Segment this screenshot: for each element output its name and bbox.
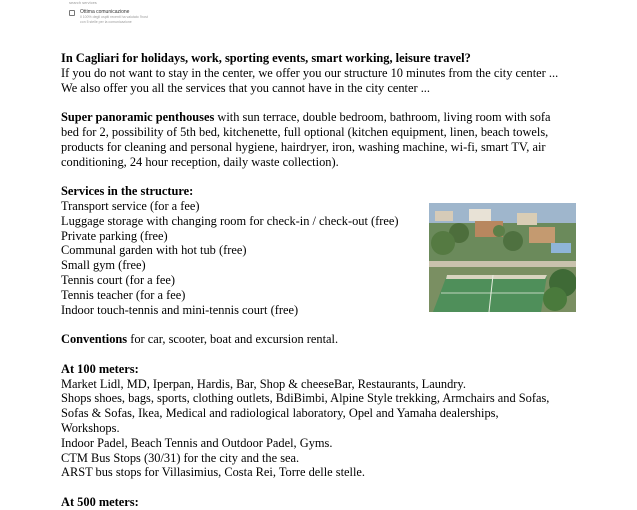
conventions-section <box>61 332 591 347</box>
service-item: Tennis teacher (for a fee) <box>61 287 186 302</box>
cropped-amenity-card <box>60 0 360 26</box>
penthouse-section <box>61 110 591 169</box>
conventions-line <box>61 332 591 347</box>
intro-line-1: If you do not want to stay in the center, we offer you our structure 10 minutes from the city center ... <box>61 65 559 80</box>
at-100-section <box>61 362 591 480</box>
service-item: Small gym (free) <box>61 258 146 273</box>
conventions-bold: Conventions <box>61 332 128 347</box>
penthouse-line-4: conditioning, 24 hour reception, daily waste collection). <box>61 154 339 169</box>
at-100-line: CTM Bus Stops (30/31) for the city and the sea. <box>61 450 300 465</box>
service-item: Transport service (for a fee) <box>61 198 200 213</box>
amenity-checkbox-icon <box>69 10 75 16</box>
service-item: Indoor touch-tennis and mini-tennis court (free) <box>61 302 299 317</box>
service-item: Luggage storage with changing room for check-in / check-out (free) <box>61 213 399 228</box>
aerial-tennis-court-photo <box>429 203 576 312</box>
service-item: Tennis court (for a fee) <box>61 272 176 287</box>
cropped-faint-text: search services <box>69 0 97 5</box>
at-100-heading: At 100 meters: <box>61 361 139 376</box>
at-500-heading: At 500 meters: <box>61 494 139 509</box>
services-heading: Services in the structure: <box>61 184 194 199</box>
amenity-option-title: Ottima comunicazione <box>80 9 130 15</box>
amenity-option-subtitle <box>80 15 200 24</box>
at-100-line: Indoor Padel, Beach Tennis and Outdoor Padel, Gyms. <box>61 435 333 450</box>
service-item: Communal garden with hot tub (free) <box>61 243 247 258</box>
penthouse-line-2: bed for 2, possibility of 5th bed, kitchenette, full optional (kitchen equipment, linen, beach towels, <box>61 124 549 139</box>
amenity-sub-line-1: Il 100% degli ospiti recenti ha valutato l'host <box>80 15 148 19</box>
at-100-line: Shops shoes, bags, sports, clothing outlets, BdiBimbi, Alpine Style trekking, Armchairs and Sofas, <box>61 391 550 406</box>
aerial-photo-drawing <box>429 203 576 312</box>
penthouse-line-1 <box>61 110 591 125</box>
service-item: Private parking (free) <box>61 228 168 243</box>
amenity-sub-line-2: con 5 stelle per la comunicazione <box>80 19 132 24</box>
penthouse-line-3: products for cleaning and personal hygiene, hairdryer, iron, washing machine, wi-fi, smart TV, air <box>61 139 546 154</box>
at-100-line: ARST bus stops for Villasimius, Costa Rei, Torre delle stelle. <box>61 465 366 480</box>
at-100-line: Market Lidl, MD, Iperpan, Hardis, Bar, Shop & cheeseBar, Restaurants, Laundry. <box>61 376 466 391</box>
at-100-line: Workshops. <box>61 420 120 435</box>
intro-line-2: We also offer you all the services that you cannot have in the city center ... <box>61 80 430 95</box>
intro-heading: In Cagliari for holidays, work, sporting events, smart working, leisure travel? <box>61 51 471 65</box>
at-100-line: Sofas & Sofas, Ikea, Medical and radiological laboratory, Opel and Yamaha dealerships, <box>61 406 499 421</box>
conventions-rest: for car, scooter, boat and excursion rental. <box>127 332 339 347</box>
penthouse-line-1-rest: with sun terrace, double bedroom, bathroom, living room with sofa <box>214 110 551 125</box>
intro-section <box>61 51 591 95</box>
penthouse-bold: Super panoramic penthouses <box>61 110 215 125</box>
